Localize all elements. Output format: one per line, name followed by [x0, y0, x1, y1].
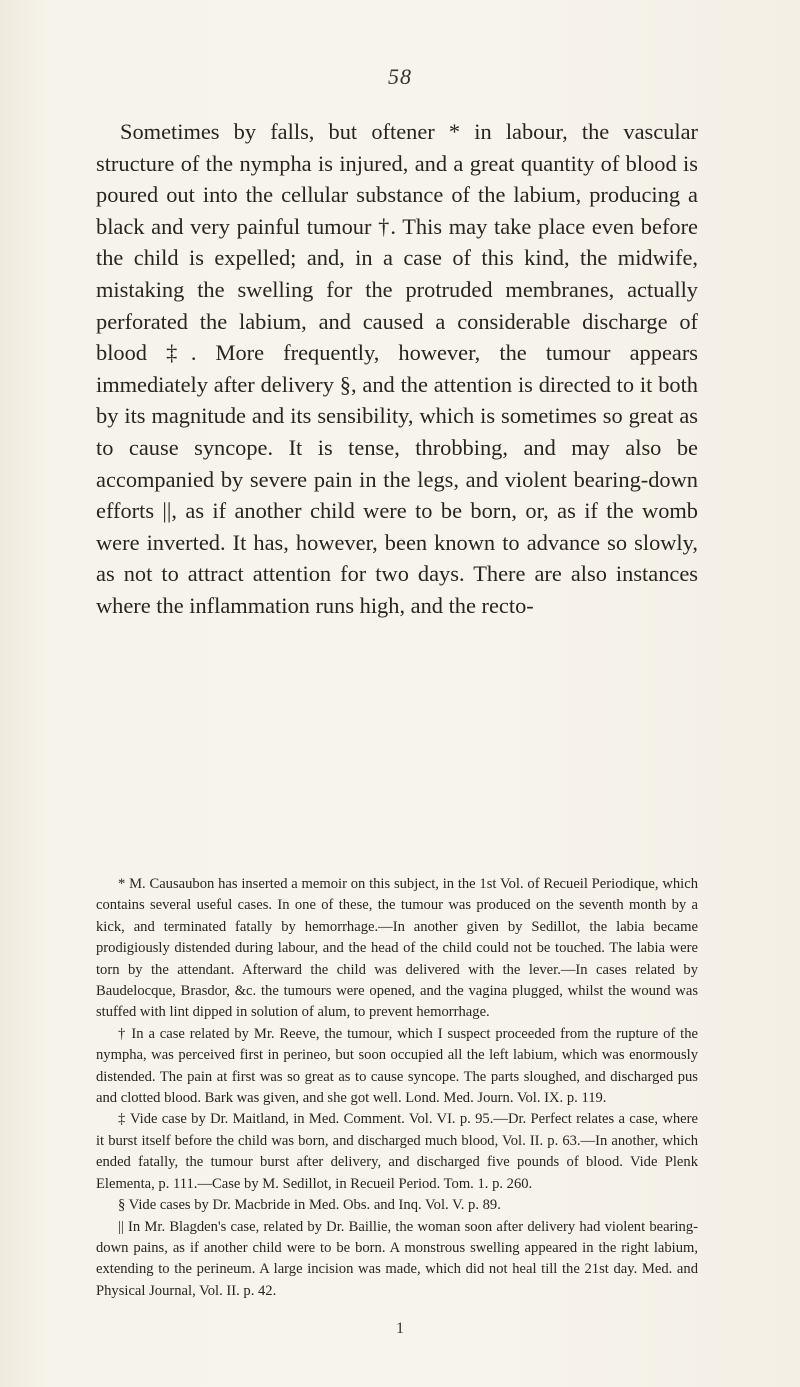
footnote-double-dagger: ‡ Vide case by Dr. Maitland, in Med. Comment. Vol. VI. p. 95.—Dr. Perfect relates a case, where it burst itself before the child was born, and discharged much blood, Vol. II. p. 63.—In another, which ended fatally, the tumour burst after delivery, and discharged five pounds of blood. Vide Plenk Elementa, p. 111.—Case by M. Sedillot, in Recueil Period. Tom. 1. p. 260. [96, 1111, 698, 1192]
page-number: 58 [388, 64, 412, 89]
footnote-dagger: † In a case related by Mr. Reeve, the tumour, which I suspect proceeded from the rupture of the nympha, was perceived first in perineo, but soon occupied all the left labium, which was enormously distended. The pain at first was so great as to cause syncope. The parts sloughed, and discharged pus and clotted blood. Bark was given, and she got well. Lond. Med. Journ. Vol. IX. p. 119. [96, 1025, 698, 1107]
footnotes [96, 874, 698, 1302]
main-text [96, 116, 698, 622]
footnote-star: * M. Causaubon has inserted a memoir on this subject, in the 1st Vol. of Recueil Periodique, which contains several useful cases. In one of these, the tumour was produced on the seventh month by a kick, and terminated fatally by hemorrhage.—In another given by Sedillot, the labia became prodigiously distended during labour, and the head of the child could not be touched. The labia were torn by the attendant. Afterward the child was delivered with the lever.—In cases related by Baudelocque, Brasdor, &c. the tumours were opened, and the vagina plugged, whilst the wound was stuffed with lint dipped in solution of alum, to prevent hemorrhage. [96, 876, 698, 1021]
footnote-parallel: || In Mr. Blagden's case, related by Dr. Baillie, the woman soon after delivery had violent bearing-down pains, as if another child were to be born. A monstrous swelling appeared in the right labium, extending to the perineum. A large incision was made, which did not heal till the 21st day. Med. and Physical Journal, Vol. II. p. 42. [96, 1218, 698, 1299]
main-paragraph: Sometimes by falls, but oftener * in labour, the vascular structure of the nympha is injured, and a great quantity of blood is poured out into the cellular substance of the labium, producing a black and very painful tumour †. This may take place even before the child is expelled; and, in a case of this kind, the midwife, mistaking the swelling for the protruded membranes, actually perforated the labium, and caused a considerable discharge of blood ‡. More frequently, however, the tumour appears immediately after delivery §, and the attention is directed to it both by its magnitude and its sensibility, which is sometimes so great as to cause syncope. It is tense, throbbing, and may also be accompanied by severe pain in the legs, and violent bearing-down efforts ||, as if another child were to be born, or, as if the womb were inverted. It has, however, been known to advance so slowly, as not to attract attention for two days. There are also instances where the inflammation runs high, and the recto- [96, 119, 698, 618]
printer-signature-mark: 1 [396, 1320, 404, 1337]
footnote-section: § Vide cases by Dr. Macbride in Med. Obs. and Inq. Vol. V. p. 89. [118, 1197, 501, 1214]
